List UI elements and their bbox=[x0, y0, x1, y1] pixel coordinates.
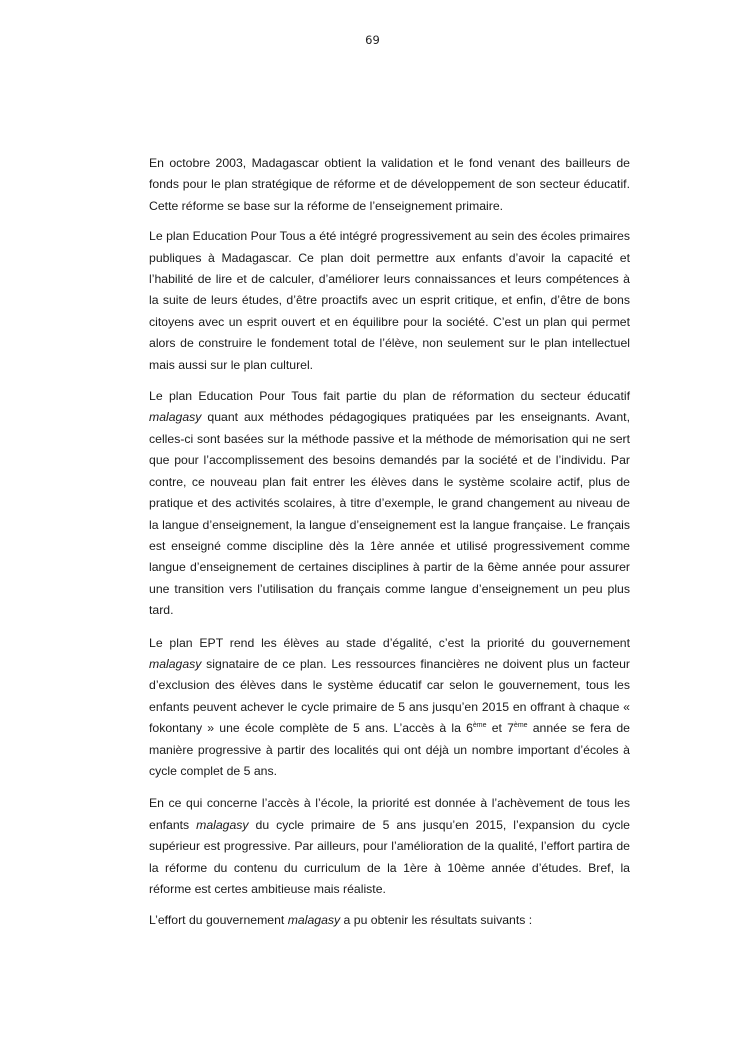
paragraph-text: L’effort du gouvernement bbox=[149, 913, 288, 928]
paragraph-text: Le plan EPT rend les élèves au stade d’égalité, c’est la priorité du gouvernement bbox=[149, 635, 630, 650]
paragraph-text: du cycle primaire de 5 ans jusqu’en 2015, l’expansion du cycle supérieur est progressive. Par ailleurs, pour l’amélioration de la qualité, l’effort partira de la réforme du contenu du curriculum de la 1ère à 10ème année d’études. Bref, la réforme est certes ambitieuse mais réaliste. bbox=[149, 817, 630, 896]
superscript: ème bbox=[472, 722, 487, 730]
italic-term: malagasy bbox=[149, 410, 202, 425]
document-body bbox=[149, 153, 630, 941]
italic-term: malagasy bbox=[149, 656, 202, 671]
paragraph-text: Le plan Education Pour Tous fait partie du plan de réformation du secteur éducatif bbox=[149, 389, 630, 404]
paragraph-1 bbox=[149, 153, 630, 217]
page-number: 69 bbox=[365, 33, 380, 47]
paragraph-4 bbox=[149, 633, 630, 783]
paragraph-text: année se fera de manière progressive à partir des localités qui ont déjà un nombre important d’écoles à cycle complet de 5 ans. bbox=[149, 721, 630, 778]
paragraph-text: quant aux méthodes pédagogiques pratiquées par les enseignants. Avant, celles-ci sont basées sur la méthode passive et la méthode de mémorisation qui ne sert que pour l’accomplissement des besoins demandés par la société et de l’individu. Par contre, ce nouveau plan fait entrer les élèves dans le système scolaire actif, plus de pratique et des activités scolaires, à titre d’exemple, le grand changement au niveau de la langue d’enseignement, la langue d’enseignement est la langue française. Le français est enseigné comme discipline dès la 1ère année et utilisé progressivement comme langue d’enseignement de certaines disciplines à partir de la 6ème année pour assurer une transition vers l’utilisation du français comme langue d’enseignement un peu plus tard. bbox=[149, 410, 630, 618]
paragraph-text: Le plan Education Pour Tous a été intégré progressivement au sein des écoles primaires publiques à Madagascar. Ce plan doit permettre aux enfants d’avoir la capacité et l’habilité de lire et de calculer, d’améliorer leurs connaissances et leurs compétences à la suite de leurs études, d’être proactifs avec un esprit critique, et enfin, d’être de bons citoyens avec un esprit ouvert et en équilibre pour la société. C’est un plan qui permet alors de construire le fondement total de l’élève, non seulement sur le plan intellectuel mais aussi sur le plan culturel. bbox=[149, 229, 630, 372]
paragraph-5 bbox=[149, 793, 630, 900]
paragraph-text: signataire de ce plan. Les ressources financières ne doivent plus un facteur d’exclusion des élèves dans le système éducatif car selon le gouvernement, tous les enfants peuvent achever le cycle primaire de 5 ans jusqu’en 2015 en offrant à chaque « fokontany » une école complète de 5 ans. L’accès à la 6 bbox=[149, 656, 630, 736]
paragraph-3 bbox=[149, 386, 630, 621]
superscript: ème bbox=[513, 722, 528, 730]
paragraph-text: En ce qui concerne l’accès à l’école, la priorité est donnée à l’achèvement de tous les enfants bbox=[149, 796, 630, 832]
italic-term: malagasy bbox=[196, 817, 249, 832]
italic-term: malagasy bbox=[287, 913, 341, 928]
paragraph-text: et 7 bbox=[486, 721, 514, 736]
paragraph-2 bbox=[149, 226, 630, 376]
paragraph-6 bbox=[149, 910, 630, 931]
paragraph-text: a pu obtenir les résultats suivants : bbox=[340, 913, 533, 928]
paragraph-text: En octobre 2003, Madagascar obtient la validation et le fond venant des bailleurs de fonds pour le plan stratégique de réforme et de développement de son secteur éducatif. Cette réforme se base sur la réforme de l’enseignement primaire. bbox=[149, 156, 630, 213]
